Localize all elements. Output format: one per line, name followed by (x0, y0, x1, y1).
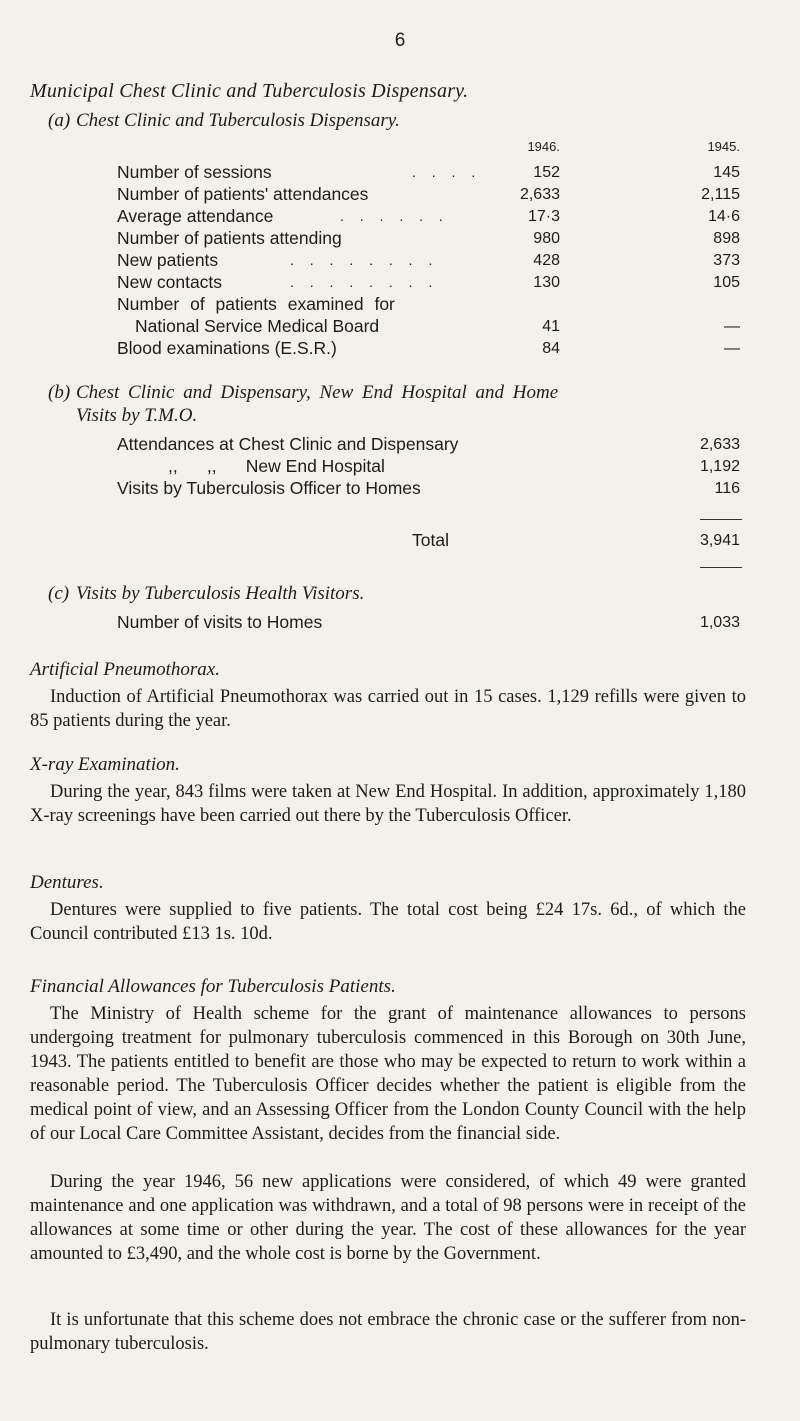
dentures-title: Dentures. (30, 872, 104, 893)
section-c-title: Visits by Tuberculosis Health Visitors. (76, 583, 365, 604)
value-1945: 373 (713, 252, 740, 269)
financial-title: Financial Allowances for Tuberculosis Patients. (30, 976, 396, 997)
row-value: 1,033 (699, 614, 740, 631)
value-1946: 980 (533, 230, 560, 247)
row-value: 1,192 (699, 458, 740, 475)
value-1945: 14·6 (707, 208, 740, 225)
value-1945: 145 (713, 164, 740, 181)
financial-paragraph-1: The Ministry of Health scheme for the grant of maintenance allowances to persons undergoing treatment for pulmonary tuberculosis commenced in this Borough on 30th June, 1943. The patients entitled to benefit are those who may be expected to return to work within a reasonable period. The Tuberculosis Officer decides whether the patient is eligible from the medical point of view, and an Assessing Officer from the London County Council with the help of our Local Care Committee Assistant, decides from the financial side. (30, 1004, 746, 1144)
page-number: 6 (394, 30, 406, 51)
total-value: 3,941 (699, 532, 740, 549)
col-head-1945: 1945. (707, 139, 740, 154)
financial-paragraph-3: It is unfortunate that this scheme does not embrace the chronic case or the sufferer from non-pulmonary tuberculosis. (30, 1310, 746, 1354)
value-1946: 84 (542, 340, 560, 357)
row-label: New patients (117, 250, 219, 270)
value-1945: — (724, 318, 740, 335)
row-value: 116 (714, 480, 740, 497)
value-1945: 898 (713, 230, 740, 247)
value-1946: 17·3 (527, 208, 560, 225)
row-label: Attendances at Chest Clinic and Dispensary (117, 434, 459, 454)
value-1945: — (724, 340, 740, 357)
value-1945: 105 (713, 274, 740, 291)
value-1946: 41 (542, 318, 560, 335)
artificial-title: Artificial Pneumothorax. (30, 659, 220, 680)
section-c-label: (c) (48, 583, 70, 604)
row-label: Number of sessions (117, 162, 272, 182)
value-1945: 2,115 (701, 186, 740, 203)
row-label: Visits by Tuberculosis Officer to Homes (117, 478, 421, 498)
value-1946: 2,633 (519, 186, 560, 203)
section-a-title: Chest Clinic and Tuberculosis Dispensary. (76, 110, 400, 131)
value-1946: 152 (533, 164, 560, 181)
main-heading: Municipal Chest Clinic and Tuberculosis Dispensary. (30, 80, 469, 102)
section-b-subtitle: Visits by T.M.O. (76, 405, 198, 426)
leader-dots: . . . . . . . . (290, 252, 439, 268)
section-b-label: (b) (48, 382, 71, 403)
section-a-label: (a) (48, 110, 71, 131)
value-1946: 428 (533, 252, 560, 269)
total-label: Total (412, 530, 449, 550)
row-label: Average attendance (117, 206, 274, 226)
total-rule-top (700, 519, 742, 520)
row-label: Number of patients attending (117, 228, 342, 248)
row-label: New contacts (117, 272, 223, 292)
row-label: Number of visits to Homes (117, 612, 323, 632)
xray-text: During the year, 843 films were taken at New End Hospital. In addition, approximately 1,180 X-ray screenings have been carried out there by the Tuberculosis Officer. (30, 782, 746, 826)
leader-dots: . . . . . . . . (290, 274, 439, 290)
leader-dots: . . . . (412, 164, 482, 180)
row-label: Number of patients examined for (117, 294, 395, 314)
row-value: 2,633 (699, 436, 740, 453)
row-label: ,, ,, New End Hospital (168, 456, 385, 476)
total-rule-bottom (700, 567, 742, 568)
value-1946: 130 (533, 274, 560, 291)
col-head-1946: 1946. (527, 139, 560, 154)
row-label: Number of patients' attendances (117, 184, 369, 204)
financial-paragraph-2: During the year 1946, 56 new applications were considered, of which 49 were granted maintenance and one application was withdrawn, and a total of 98 persons were in receipt of the allowances at some time or other during the year. The cost of these allowances for the year amounted to £3,490, and the whole cost is borne by the Government. (30, 1172, 746, 1264)
dentures-text: Dentures were supplied to five patients. The total cost being £24 17s. 6d., of which the Council contributed £13 1s. 10d. (30, 900, 746, 944)
leader-dots: . . . . . . (340, 208, 449, 224)
row-label: National Service Medical Board (135, 316, 380, 336)
section-b-title: Chest Clinic and Dispensary, New End Hospital and Home (76, 382, 559, 403)
xray-title: X-ray Examination. (30, 754, 180, 775)
artificial-text: Induction of Artificial Pneumothorax was carried out in 15 cases. 1,129 refills were given to 85 patients during the year. (30, 687, 746, 731)
row-label: Blood examinations (E.S.R.) (117, 338, 337, 358)
